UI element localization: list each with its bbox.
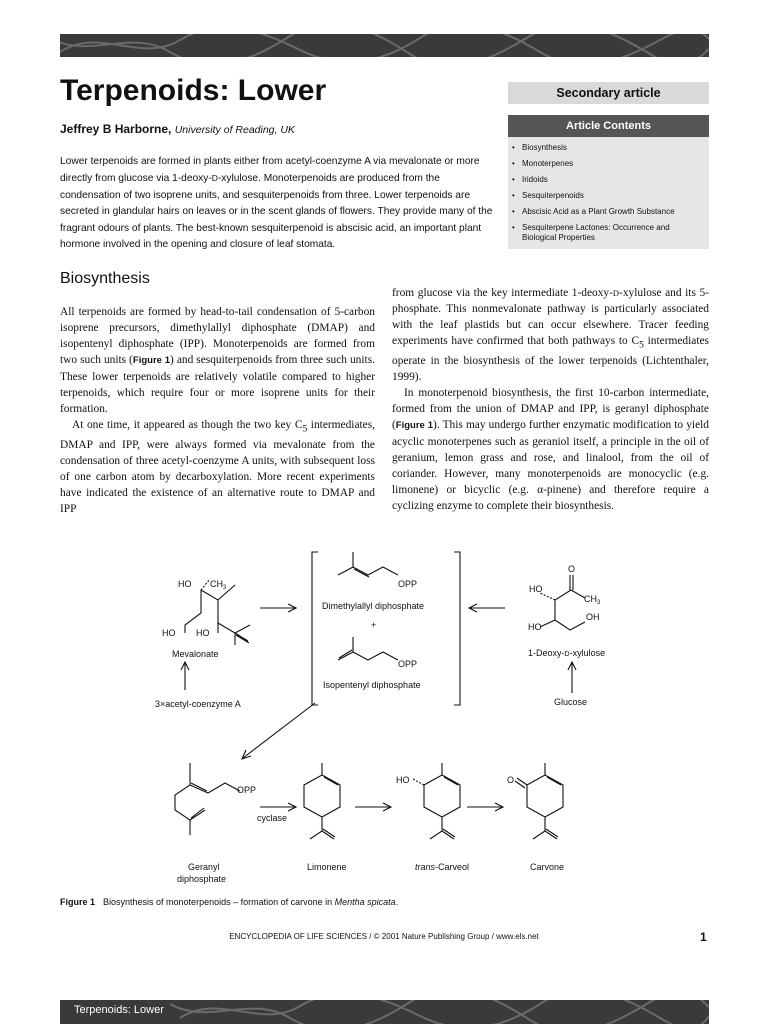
atom-label: HO bbox=[396, 775, 410, 785]
caption-text: Biosynthesis of monoterpenoids – formation of carvone in bbox=[103, 897, 335, 907]
body-column-right bbox=[392, 285, 709, 514]
author-affiliation: University of Reading, UK bbox=[174, 124, 295, 136]
label-acetyl-coa: 3×acetyl-coenzyme A bbox=[155, 699, 241, 709]
caption-label: Figure 1 bbox=[60, 897, 96, 907]
subscript: 5 bbox=[639, 340, 644, 351]
bottom-decorative-band bbox=[60, 1000, 709, 1024]
body-text: intermediates operate in the biosynthesis of the lower terpenoids (Lichtenthaler, 1999). bbox=[392, 335, 709, 384]
label-cyclase: cyclase bbox=[257, 813, 288, 823]
atom-label: HO bbox=[162, 628, 176, 638]
article-title: Terpenoids: Lower bbox=[60, 74, 327, 107]
top-decorative-band bbox=[60, 34, 709, 57]
band-swirl-pattern bbox=[60, 34, 709, 57]
atom-label: HO bbox=[528, 622, 542, 632]
atom-label: HO bbox=[196, 628, 210, 638]
body-text: At one time, it appeared as though the two key C bbox=[72, 419, 303, 431]
subscript: 5 bbox=[302, 424, 308, 435]
author-name: Jeffrey B Harborne, bbox=[60, 122, 172, 136]
carvone-structure bbox=[515, 763, 563, 839]
arrow-mevalonate-to-ipp bbox=[260, 604, 296, 612]
toc-item[interactable]: • Sesquiterpene Lactones: Occurrence and Biological Properties bbox=[508, 223, 703, 243]
dmap-structure bbox=[338, 552, 398, 577]
page-number: 1 bbox=[700, 930, 707, 944]
article-contents-list bbox=[508, 137, 709, 249]
label-ipp: Isopentenyl diphosphate bbox=[323, 680, 421, 690]
deoxyxylulose-structure bbox=[540, 575, 585, 630]
limonene-structure bbox=[304, 763, 340, 839]
abstract bbox=[60, 154, 494, 253]
arrow-to-geranyl bbox=[242, 703, 315, 759]
section-heading-biosynthesis: Biosynthesis bbox=[60, 270, 150, 287]
atom-label: HO bbox=[178, 579, 192, 589]
body-text: from glucose via the key intermediate 1-deoxy- bbox=[392, 287, 613, 299]
figure-1-scheme bbox=[60, 545, 710, 890]
abstract-text: Lower terpenoids are formed in plants either from acetyl-coenzyme A via mevalonate or more directly from glucose via 1-deoxy- bbox=[60, 156, 480, 185]
alpha-symbol: α bbox=[537, 484, 544, 497]
atom-label: OH bbox=[586, 612, 600, 622]
label-geranyl-line1: Geranyl bbox=[188, 862, 220, 872]
label-geranyl-line2: diphosphate bbox=[177, 874, 227, 884]
body-paragraph bbox=[392, 385, 709, 514]
figure-ref-link[interactable]: Figure 1 bbox=[395, 420, 434, 432]
body-text: -pinene) and therefore require a cyclizing enzyme to complete their biosynthesis. bbox=[392, 484, 709, 513]
atom-label: $CH_3$ bbox=[584, 594, 601, 606]
arrow-glucose-up bbox=[568, 662, 576, 693]
label-limonene: Limonene bbox=[307, 862, 347, 872]
secondary-article-badge: Secondary article bbox=[508, 82, 709, 104]
toc-item[interactable]: • Iridoids bbox=[508, 175, 703, 185]
label-deoxyxylulose: 1-Deoxy-D-xylulose bbox=[528, 648, 606, 658]
arrow-cyclase bbox=[260, 803, 296, 811]
body-text: ) and sesquiterpenoids from three such units. These lower terpenoids are relatively volatile compared to higher terpenoids, which require four or more isoprene units for their formation. bbox=[60, 354, 375, 415]
atom-label: $CH_3$ bbox=[210, 579, 227, 591]
body-paragraph bbox=[60, 417, 375, 517]
caption-end: . bbox=[395, 897, 399, 907]
author-line bbox=[60, 122, 295, 136]
label-carveol: trans-Carveol bbox=[415, 862, 470, 872]
article-contents-heading: Article Contents bbox=[508, 115, 709, 137]
running-footer-title: Terpenoids: Lower bbox=[74, 1004, 164, 1016]
atom-label: OPP bbox=[237, 785, 257, 795]
body-text: -xylulose and its 5-phosphate. This nonmevalonate pathway is particularly associated with the leaf plastids but can occur elsewhere. Tracer feeding experiments have confirmed that both pathways to C bbox=[392, 287, 709, 347]
caption-species: Mentha spicata bbox=[334, 897, 396, 907]
label-mevalonate: Mevalonate bbox=[172, 649, 219, 659]
atom-label: O bbox=[507, 775, 515, 785]
label-carvone: Carvone bbox=[530, 862, 565, 872]
label-dmap: Dimethylallyl diphosphate bbox=[322, 601, 425, 611]
body-column-left bbox=[60, 304, 375, 517]
smallcap: D bbox=[612, 288, 620, 298]
toc-item[interactable]: • Abscisic Acid as a Plant Growth Substance bbox=[508, 207, 703, 217]
body-text: ). This may undergo further enzymatic modification to yield acyclic monoterpenes such as geraniol itself, a principle in the oil of geranium, lemon grass and rose, and linalool, from the oil of coriander. However, many monoterpenoids are monocyclic (e.g. limonene) or bicyclic (e.g. bbox=[392, 419, 710, 497]
atom-label: HO bbox=[529, 584, 543, 594]
arrow-acetyl-up bbox=[181, 662, 189, 690]
atom-label: OPP bbox=[398, 579, 418, 589]
carveol-structure bbox=[413, 763, 460, 839]
figure-caption bbox=[60, 897, 398, 907]
toc-item[interactable]: • Monoterpenes bbox=[508, 159, 703, 169]
body-text: intermediates, DMAP and IPP, were always formed via mevalonate from the condensation of three acetyl-coenzyme A units, with subsequent loss of one carbon atom by decarboxylation. More recent experiments have indicated the existence of an alternative route to DMAP and IPP bbox=[60, 419, 375, 516]
body-text: All terpenoids are formed by head-to-tail condensation of 5-carbon isoprene precursors, dimethylallyl diphosphate (DMAP) and isopentenyl diphosphate (IPP). Monoterpenoids are formed from two such units ( bbox=[60, 306, 375, 366]
arrow-to-carveol bbox=[355, 803, 391, 811]
arrow-xylulose-to-ipp bbox=[469, 604, 505, 612]
atom-label: OPP bbox=[398, 659, 418, 669]
abstract-text-2: -xylulose. Monoterpenoids are produced from the condensation of two isoprene units, and sesquiterpenoids from three. Lower terpenoids are secreted in glandular hairs on leaves or in the scent glands of flowers. They provide many of the fragrant odours of plants. The best-known sesquiterpenoid is abscisic acid, an important plant hormone involved in the opening and closure of leaf stomata. bbox=[60, 173, 493, 251]
plus-sign: + bbox=[371, 620, 377, 630]
geranyl-diphosphate-structure bbox=[175, 763, 240, 835]
abstract-smallcap: D bbox=[211, 173, 218, 184]
atom-label: O bbox=[568, 564, 576, 574]
toc-item[interactable]: • Biosynthesis bbox=[508, 143, 703, 153]
footer-publisher-line: ENCYCLOPEDIA OF LIFE SCIENCES / © 2001 Nature Publishing Group / www.els.net bbox=[229, 932, 539, 941]
ipp-structure bbox=[338, 637, 398, 660]
toc-item[interactable]: • Sesquiterpenoids bbox=[508, 191, 703, 201]
label-glucose: Glucose bbox=[554, 697, 588, 707]
figure-ref-link[interactable]: Figure 1 bbox=[132, 355, 171, 366]
arrow-to-carvone bbox=[467, 803, 503, 811]
body-text: In monoterpenoid biosynthesis, the first 10-carbon intermediate, formed from the union of DMAP and IPP, is geranyl diphosphate ( bbox=[392, 387, 709, 432]
